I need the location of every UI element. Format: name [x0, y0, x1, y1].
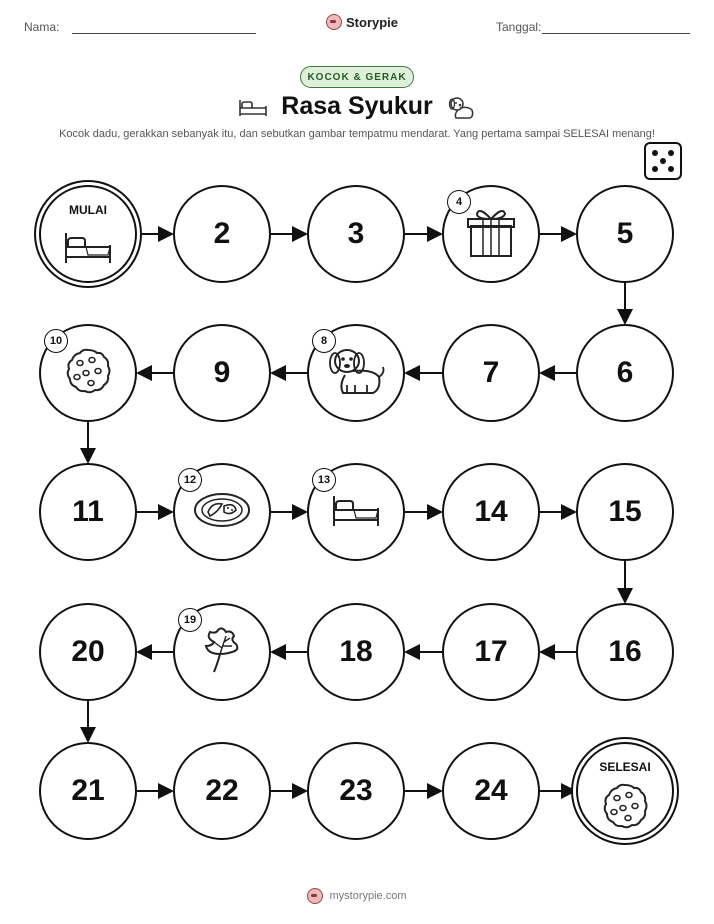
space-number: 5 [616, 217, 634, 250]
space-number: 7 [482, 356, 500, 389]
space-number: 14 [474, 495, 508, 528]
space-number: 2 [213, 217, 231, 250]
space-number: 24 [474, 774, 508, 807]
start-label: MULAI [69, 203, 107, 217]
number-space [576, 185, 674, 283]
number-space [307, 185, 405, 283]
number-space [442, 742, 540, 840]
space-number: 11 [72, 495, 104, 528]
leaf-icon [200, 624, 244, 681]
space-number: 22 [205, 774, 239, 807]
number-space [442, 603, 540, 701]
space-number: 3 [347, 217, 365, 250]
cookie-icon [64, 347, 112, 400]
finish-label: SELESAI [599, 760, 651, 774]
space-number: 21 [71, 774, 105, 807]
instructions: Kocok dadu, gerakkan sebanyak itu, dan sebutkan gambar tempatmu mendarat. Yang pertama sampai SELESAI menang! [59, 128, 655, 140]
space-number: 17 [474, 635, 508, 668]
number-space [442, 463, 540, 561]
puppy-icon [325, 343, 387, 404]
date-label: Tanggal: [496, 20, 542, 34]
space-number-badge: 19 [178, 608, 202, 632]
footer-site[interactable]: mystorypie.com [329, 890, 407, 902]
number-space [173, 185, 271, 283]
number-space [442, 324, 540, 422]
space-number: 23 [339, 774, 373, 807]
footer [0, 888, 714, 904]
bed-icon [60, 225, 116, 274]
space-number: 15 [608, 495, 642, 528]
page-title: Rasa Syukur [281, 92, 433, 120]
number-space [39, 463, 137, 561]
gift-icon [463, 204, 519, 265]
space-number-badge: 8 [312, 329, 336, 353]
space-number: 6 [616, 356, 634, 389]
number-space [307, 742, 405, 840]
space-number: 20 [71, 635, 105, 668]
number-space [173, 324, 271, 422]
bed-icon [328, 488, 384, 537]
food-plate-icon [192, 490, 252, 535]
name-label: Nama: [24, 20, 60, 34]
bear-face-icon [307, 888, 323, 904]
number-space [576, 603, 674, 701]
brand-name: Storypie [346, 14, 399, 30]
category-badge: KOCOK & GERAK [300, 66, 414, 88]
space-number: 18 [339, 635, 373, 668]
space-number-badge: 10 [44, 329, 68, 353]
cookie-icon [601, 782, 649, 835]
start-space [39, 185, 137, 283]
space-number: 16 [608, 635, 642, 668]
number-space [173, 742, 271, 840]
number-space [576, 463, 674, 561]
space-number-badge: 12 [178, 468, 202, 492]
finish-space [576, 742, 674, 840]
number-space [307, 603, 405, 701]
space-number-badge: 13 [312, 468, 336, 492]
space-number: 9 [213, 356, 231, 389]
number-space [576, 324, 674, 422]
space-number-badge: 4 [447, 190, 471, 214]
number-space [39, 603, 137, 701]
number-space [39, 742, 137, 840]
